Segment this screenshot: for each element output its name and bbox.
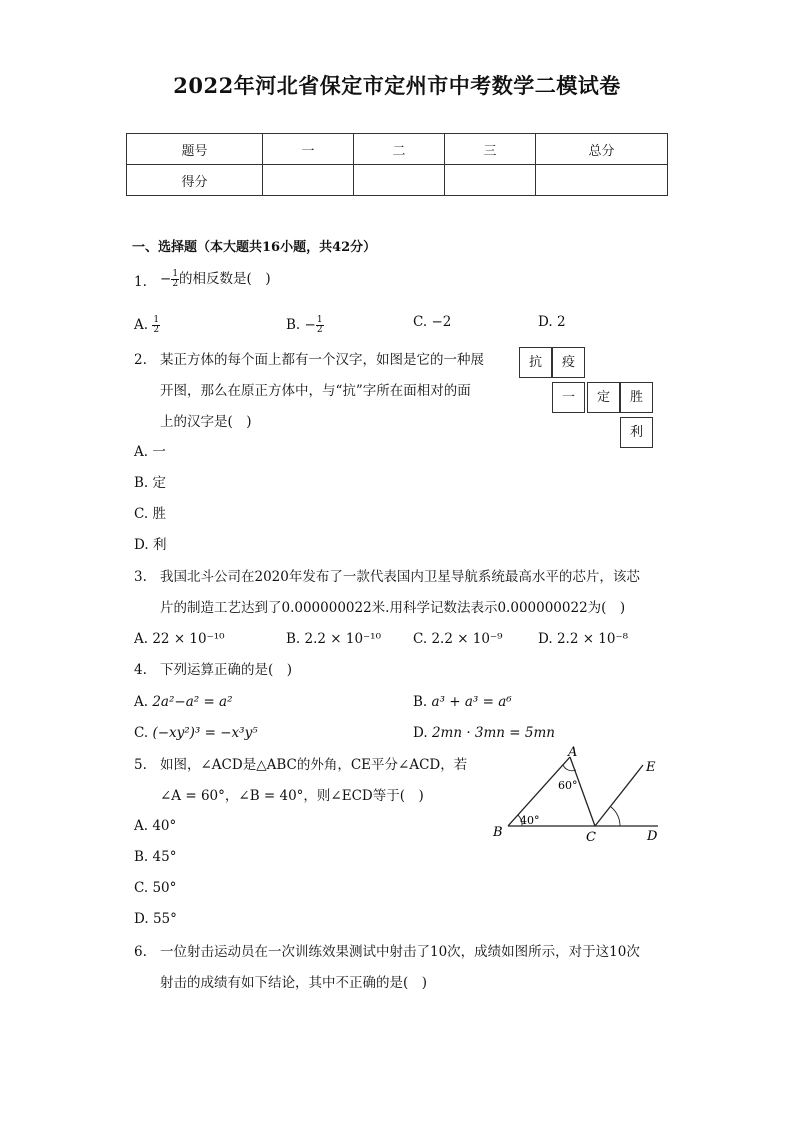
score-header-cell: 二 — [354, 134, 445, 165]
option-label: D. — [134, 911, 149, 927]
question-number: 3. — [134, 569, 147, 585]
option-label: D. — [134, 537, 149, 553]
net-cell: 胜 — [620, 382, 653, 413]
option-d — [413, 727, 555, 741]
score-cell — [536, 165, 668, 196]
option-label: C. — [413, 314, 428, 330]
option-text: 2a²−a² = a² — [152, 694, 233, 710]
score-cell — [263, 165, 354, 196]
option-text: 胜 — [152, 506, 166, 522]
frac-numerator: 1 — [172, 269, 179, 279]
question-number: 2. — [134, 352, 147, 368]
question-number: 1. — [134, 274, 147, 290]
net-cell: 疫 — [552, 347, 585, 378]
option-text: a³ + a³ = a⁶ — [431, 694, 512, 710]
stem-suffix: 的相反数是( ) — [179, 271, 271, 287]
option-b — [134, 477, 166, 491]
score-table — [126, 133, 668, 196]
option-b — [413, 696, 512, 710]
option-text: 定 — [152, 475, 167, 491]
frac-numerator: 1 — [316, 315, 323, 325]
option-d — [538, 316, 566, 330]
score-header-cell: 题号 — [127, 134, 263, 165]
option-text: 一 — [152, 444, 166, 460]
net-cell: 利 — [620, 417, 653, 448]
score-cell — [354, 165, 445, 196]
option-label: A. — [134, 317, 149, 333]
angle-ecd-arc — [611, 807, 620, 826]
frac-denominator: 2 — [172, 279, 179, 289]
question-line: 片的制造工艺达到了0.000000022米.用科学记数法表示0.000000022为( ) — [160, 600, 626, 616]
option-label: A. — [134, 444, 149, 460]
option-c — [134, 508, 166, 522]
option-label: B. — [134, 849, 149, 865]
net-cell: 抗 — [519, 347, 552, 378]
question-line: 开图，那么在原正方体中，与“抗”字所在面相对的面 — [160, 383, 471, 399]
fraction — [152, 316, 160, 335]
option-c — [413, 633, 503, 647]
question-line: 某正方体的每个面上都有一个汉字，如图是它的一种展 — [160, 352, 484, 368]
net-cell: 定 — [587, 382, 620, 413]
option-text: − — [304, 317, 316, 333]
point-b-label: B — [493, 825, 503, 840]
frac-numerator: 1 — [153, 315, 160, 325]
fraction — [316, 316, 324, 335]
score-row-label: 得分 — [127, 165, 263, 196]
question-line: 上的汉字是( ) — [160, 414, 252, 430]
option-text: 22 × 10⁻¹⁰ — [152, 631, 225, 647]
option-text: −2 — [431, 314, 452, 330]
option-a — [134, 446, 166, 460]
net-cell: 一 — [552, 382, 585, 413]
option-label: D. — [538, 314, 553, 330]
option-text: 利 — [152, 537, 167, 553]
question-line: ∠A = 60°，∠B = 40°，则∠ECD等于( ) — [160, 788, 424, 804]
option-label: B. — [286, 317, 301, 333]
question-number: 4. — [134, 662, 147, 678]
option-d — [538, 633, 628, 647]
angle-b-label: 40° — [520, 814, 540, 827]
point-a-label: A — [568, 745, 578, 760]
option-label: B. — [413, 694, 428, 710]
option-text: 2.2 × 10⁻⁸ — [556, 631, 629, 647]
option-label: C. — [134, 725, 149, 741]
option-text: 45° — [152, 849, 177, 865]
section-heading: 一、选择题（本大题共16小题，共42分） — [132, 240, 377, 255]
option-text: 2 — [556, 314, 566, 330]
option-a — [134, 633, 225, 647]
option-c — [134, 882, 176, 896]
option-a — [134, 316, 160, 335]
option-label: C. — [413, 631, 428, 647]
question-stem — [160, 270, 271, 289]
question-stem: 下列运算正确的是( ) — [160, 662, 293, 678]
option-text: 50° — [152, 880, 177, 896]
option-text: 55° — [152, 911, 177, 927]
question-line: 射击的成绩有如下结论，其中不正确的是( ) — [160, 975, 428, 991]
score-header-cell: 总分 — [536, 134, 668, 165]
option-label: A. — [134, 631, 149, 647]
option-text: 2.2 × 10⁻¹⁰ — [304, 631, 382, 647]
option-b — [286, 633, 381, 647]
option-d — [134, 913, 177, 927]
point-c-label: C — [586, 830, 596, 845]
option-label: B. — [134, 475, 149, 491]
option-c — [413, 316, 451, 330]
score-table-header-row — [127, 134, 668, 165]
option-c — [134, 727, 258, 741]
option-label: A. — [134, 694, 149, 710]
option-text: 2.2 × 10⁻⁹ — [431, 631, 503, 647]
option-b — [134, 851, 176, 865]
score-cell — [445, 165, 536, 196]
option-text: 40° — [152, 818, 177, 834]
option-a — [134, 696, 233, 710]
question-line: 如图，∠ACD是△ABC的外角，CE平分∠ACD，若 — [160, 757, 468, 773]
option-text: (−xy²)³ = −x³y⁵ — [152, 725, 258, 741]
fraction — [171, 270, 179, 289]
score-header-cell: 三 — [445, 134, 536, 165]
question-line: 我国北斗公司在2020年发布了一款代表国内卫星导航系统最高水平的芯片，该芯 — [160, 569, 640, 585]
point-d-label: D — [647, 829, 658, 844]
option-label: D. — [538, 631, 553, 647]
exam-title: 2022年河北省保定市定州市中考数学二模试卷 — [173, 73, 621, 98]
point-e-label: E — [646, 760, 656, 775]
option-label: C. — [134, 880, 149, 896]
angle-a-label: 60° — [558, 779, 578, 792]
score-header-cell: 一 — [263, 134, 354, 165]
frac-denominator: 2 — [316, 325, 323, 335]
option-label: B. — [286, 631, 301, 647]
line-ce — [595, 765, 643, 826]
option-label: D. — [413, 725, 428, 741]
question-number: 6. — [134, 944, 147, 960]
frac-denominator: 2 — [153, 325, 160, 335]
option-b — [286, 316, 324, 335]
minus-sign: − — [160, 271, 172, 287]
question-line: 一位射击运动员在一次训练效果测试中射击了10次，成绩如图所示，对于这10次 — [160, 944, 640, 960]
option-label: A. — [134, 818, 149, 834]
option-d — [134, 539, 166, 553]
triangle-figure — [480, 745, 670, 845]
question-number: 5. — [134, 757, 147, 773]
option-label: C. — [134, 506, 149, 522]
option-a — [134, 820, 176, 834]
score-table-score-row — [127, 165, 668, 196]
option-text: 2mn · 3mn = 5mn — [431, 725, 555, 741]
